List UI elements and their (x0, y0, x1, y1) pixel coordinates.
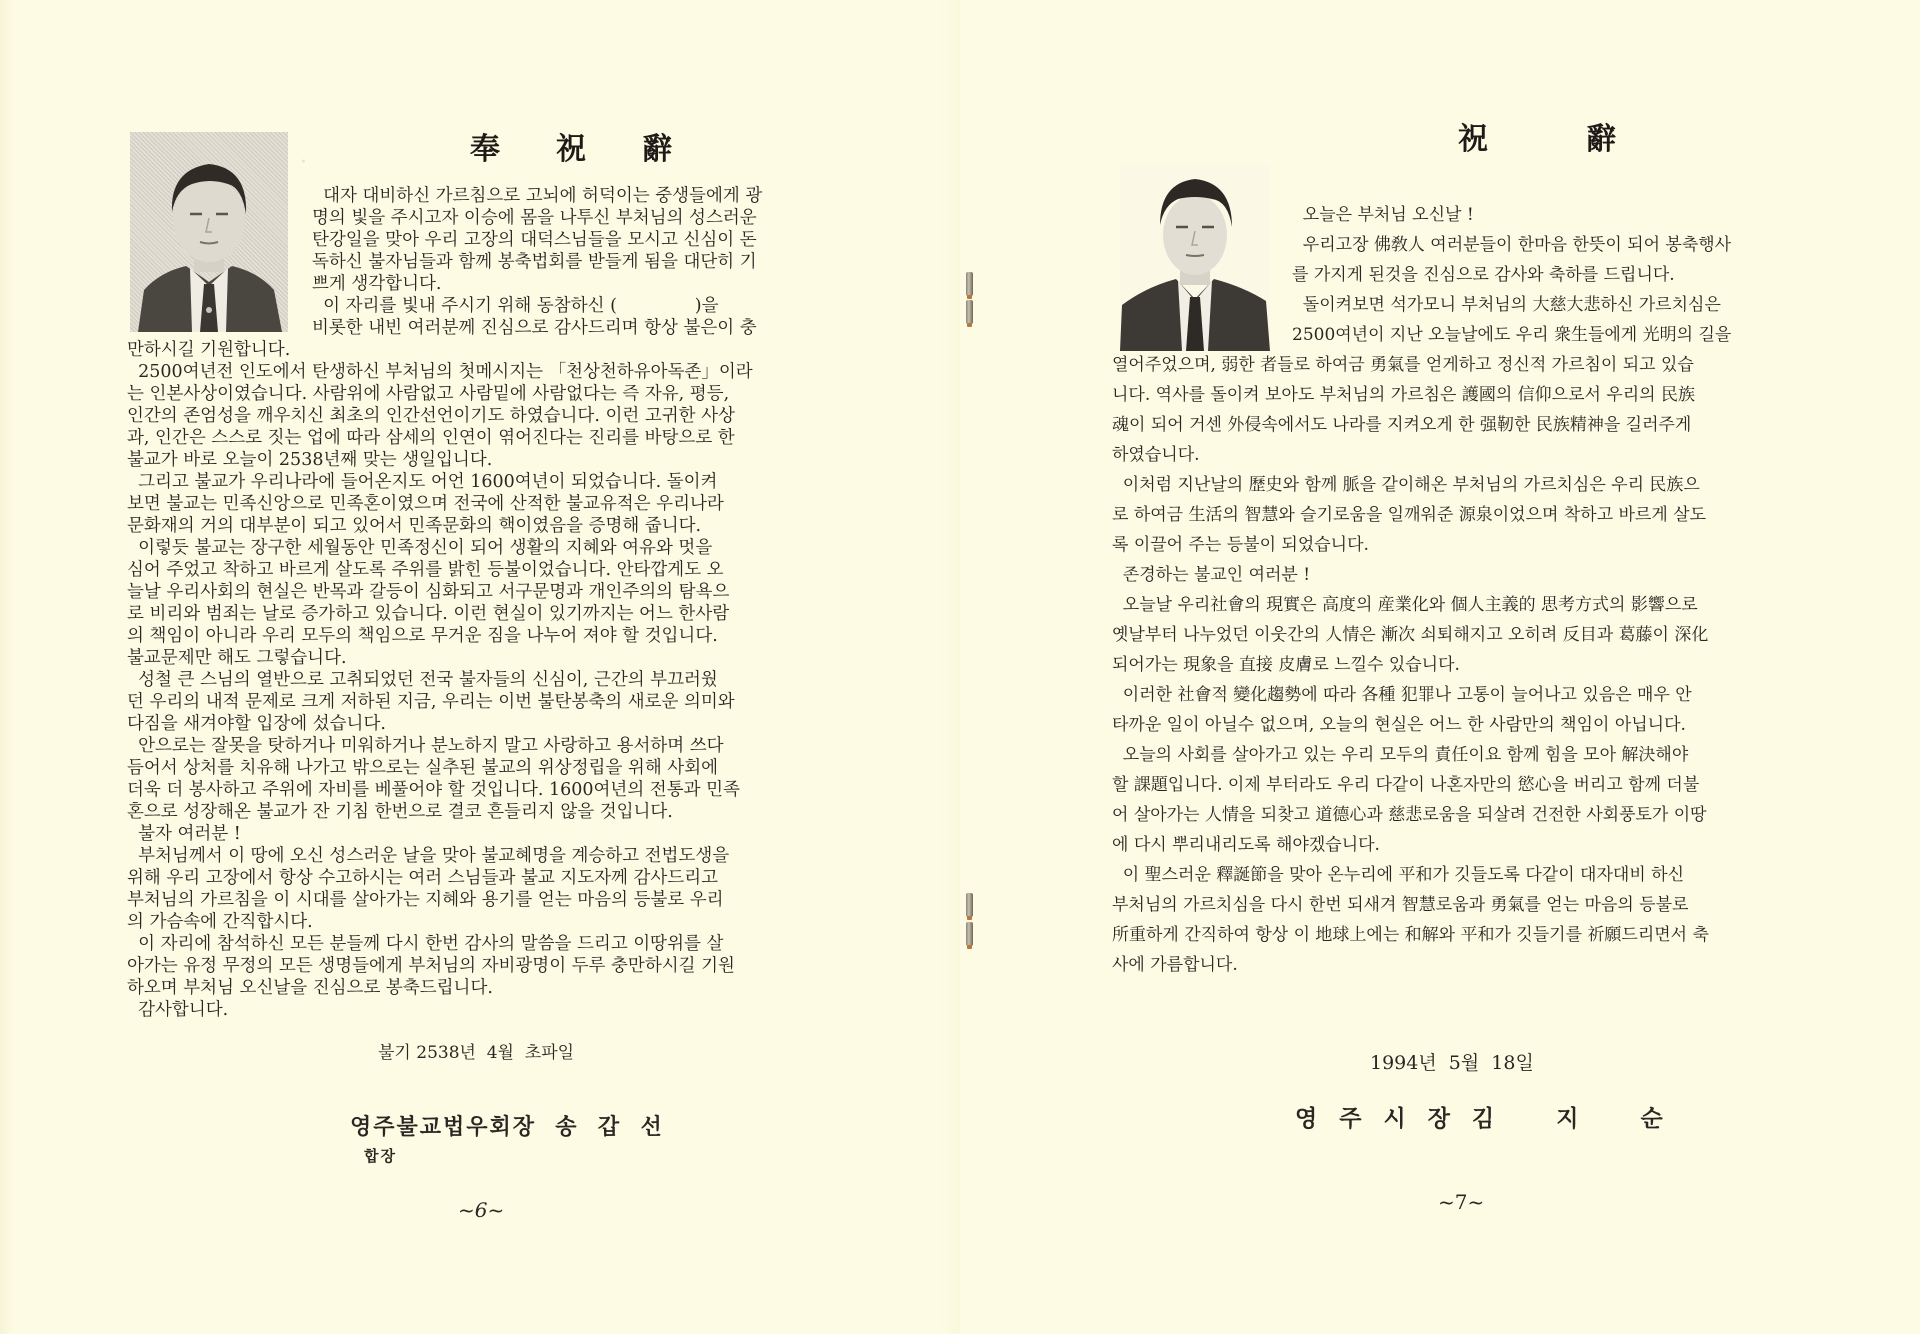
text-line: 대자 대비하신 가르침으로 고뇌에 허덕이는 중생들에게 광 (312, 186, 763, 206)
author-photo-left (130, 132, 288, 332)
text-line: 위해 우리 고장에서 항상 수고하시는 여러 스님들과 불교 지도자께 감사드리고 (127, 868, 719, 888)
text-line: 불교문제만 해도 그렇습니다. (127, 648, 347, 668)
portrait-icon (130, 132, 288, 332)
text-line: 돌이켜보면 석가모니 부처님의 大慈大悲하신 가르치심은 (1292, 295, 1721, 315)
text-line: 쁘게 생각합니다. (312, 274, 442, 294)
text-line: 듬어서 상처를 치유해 나가고 밖으로는 실추된 불교의 위상정립을 위해 사회에 (127, 758, 719, 778)
signature-suffix: 합장 (363, 1147, 397, 1165)
left-date: 불기 2538년 4월 초파일 (378, 1043, 575, 1063)
text-line: 아가는 유정 무정의 모든 생명들에게 부처님의 자비광명이 두루 충만하시길 기원 (127, 956, 735, 976)
text-line: 독하신 불자님들과 함께 봉축법회를 받들게 됨을 대단히 기 (312, 252, 757, 272)
right-date: 1994년 5월 18일 (1370, 1052, 1534, 1074)
right-signature: 영 주 시 장 김 지 순 (1295, 1105, 1665, 1132)
text-line: 할 課題입니다. 이제 부터라도 우리 다같이 나혼자만의 慾心을 버리고 함께 더불 (1112, 775, 1700, 795)
left-signature (292, 1084, 664, 1193)
text-line: 부처님의 가르침을 이 시대를 살아가는 지혜와 용기를 얻는 마음의 등불로 우리 (127, 890, 724, 910)
title-char: 祝 (1458, 122, 1488, 157)
signature-name: 영주불교법우회장 송 갑 선 (349, 1114, 664, 1140)
text-line: 의 가슴속에 간직합시다. (127, 912, 313, 932)
text-line: 감사합니다. (127, 1000, 229, 1020)
text-line: 로 비리와 범죄는 날로 증가하고 있습니다. 이런 현실이 있기까지는 어느 한사람 (127, 604, 730, 624)
text-line: 이처럼 지난날의 歷史와 함께 脈을 같이해온 부처님의 가르치심은 우리 民族으 (1112, 475, 1700, 495)
text-line: 이렇듯 불교는 장구한 세월동안 민족정신이 되어 생활의 지혜와 여유와 멋을 (127, 538, 713, 558)
show-through-mark: · (300, 150, 307, 175)
title-char: 辭 (1586, 122, 1616, 157)
text-line: 이 聖스러운 釋誕節을 맞아 온누리에 平和가 깃들도록 다같이 대자대비 하신 (1112, 865, 1684, 885)
title-char: 祝 (556, 132, 586, 167)
text-line: 에 다시 뿌리내리도록 해야겠습니다. (1112, 835, 1380, 855)
text-line: 성철 큰 스님의 열반으로 고취되었던 전국 불자들의 신심이, 근간의 부끄러웠 (127, 670, 718, 690)
text-line: 존경하는 불교인 여러분 ! (1112, 565, 1311, 585)
page-number-right: ~7~ (1438, 1190, 1485, 1214)
text-line: 부처님께서 이 땅에 오신 성스러운 날을 맞아 불교혜명을 계승하고 전법도생을 (127, 846, 730, 866)
text-line: 던 우리의 내적 문제로 크게 저하된 지금, 우리는 이번 불탄봉축의 새로운 의미와 (127, 692, 735, 712)
title-char: 奉 (470, 132, 500, 167)
text-line: 오늘은 부처님 오신날 ! (1292, 205, 1474, 225)
text-line: 옛날부터 나누었던 이웃간의 人情은 漸次 쇠퇴해지고 오히려 反目과 葛藤이 深化 (1112, 625, 1709, 645)
text-line: 혼으로 성장해온 불교가 잔 기침 한번으로 결코 흔들리지 않을 것입니다. (127, 802, 673, 822)
text-line: 의 책임이 아니라 우리 모두의 책임으로 무거운 짐을 나누어 져야 할 것입니다. (127, 626, 718, 646)
text-line: 심어 주었고 착하고 바르게 살도록 주위를 밝힌 등불이었습니다. 안타깝게도 오 (127, 560, 724, 580)
text-line: 인간의 존엄성을 깨우치신 최초의 인간선언이기도 하였습니다. 이런 고귀한 사상 (127, 406, 735, 426)
author-photo-right (1120, 165, 1270, 351)
text-line: 탄강일을 맞아 우리 고장의 대덕스님들을 모시고 신심이 돈 (312, 230, 757, 250)
text-line: 사에 가름합니다. (1112, 955, 1238, 975)
text-line: 魂이 되어 거센 外侵속에서도 나라를 지켜오게 한 强靭한 民族精神을 길러주게 (1112, 415, 1692, 435)
text-line: 그리고 불교가 우리나라에 들어온지도 어언 1600여년이 되었습니다. 돌이켜 (127, 472, 718, 492)
portrait-icon (1120, 165, 1270, 351)
title-char: 辭 (642, 132, 672, 167)
text-line: 하오며 부처님 오신날을 진심으로 봉축드립니다. (127, 978, 493, 998)
text-line: 명의 빛을 주시고자 이승에 몸을 나투신 부처님의 성스러운 (312, 208, 757, 228)
text-line: 이 자리에 참석하신 모든 분들께 다시 한번 감사의 말씀을 드리고 이땅위를 살 (127, 934, 724, 954)
text-line: 어 살아가는 人情을 되찾고 道德心과 慈悲로움을 되살려 건전한 사회풍토가 이땅 (1112, 805, 1707, 825)
page-number-left: ~6~ (458, 1198, 505, 1222)
text-line: 2500여년전 인도에서 탄생하신 부처님의 첫메시지는 「천상천하유아독존」이라 (127, 362, 753, 382)
text-line: 록 이끌어 주는 등불이 되었습니다. (1112, 535, 1369, 555)
text-line: 다짐을 새겨야할 입장에 섰습니다. (127, 714, 386, 734)
text-line: 열어주었으며, 弱한 者들로 하여금 勇氣를 얻게하고 정신적 가르침이 되고 있습 (1112, 355, 1694, 375)
text-line: 불자 여러분 ! (127, 824, 241, 844)
text-line: 는 인본사상이였습니다. 사람위에 사람없고 사람밑에 사람없다는 즉 자유, 평등, (127, 384, 730, 404)
text-line: 되어가는 現象을 直接 皮膚로 느낄수 있습니다. (1112, 655, 1460, 675)
text-line: 2500여년이 지난 오늘날에도 우리 衆生들에게 光明의 길을 (1292, 325, 1732, 345)
text-line: 안으로는 잘못을 탓하거나 미워하거나 분노하지 말고 사랑하고 용서하며 쓰다 (127, 736, 724, 756)
text-line: 만하시길 기원합니다. (127, 340, 291, 360)
text-line: 이 자리를 빛내 주시기 위해 동참하신 ( )을 (312, 296, 719, 316)
text-line: 所重하게 간직하여 항상 이 地球上에는 和解와 平和가 깃들기를 祈願드리면서 축 (1112, 925, 1709, 945)
text-line: 우리고장 佛敎人 여러분들이 한마음 한뜻이 되어 봉축행사 (1292, 235, 1732, 255)
text-line: 오늘날 우리社會의 現實은 高度의 産業化와 個人主義的 思考方式의 影響으로 (1112, 595, 1698, 615)
text-line: 로 하여금 生活의 智慧와 슬기로움을 일깨워준 源泉이었으며 착하고 바르게 살도 (1112, 505, 1707, 525)
text-line: 니다. 역사를 돌이켜 보아도 부처님의 가르침은 護國의 信仰으로서 우리의 民族 (1112, 385, 1696, 405)
text-line: 오늘의 사회를 살아가고 있는 우리 모두의 責任이요 함께 힘을 모아 解決해야 (1112, 745, 1689, 765)
text-line: 하였습니다. (1112, 445, 1200, 465)
text-line: 이러한 社會적 變化趨勢에 따라 各種 犯罪나 고통이 늘어나고 있음은 매우 안 (1112, 685, 1692, 705)
text-line: 보면 불교는 민족신앙으로 민족혼이였으며 전국에 산적한 불교유적은 우리나라 (127, 494, 724, 514)
right-page-title (1458, 114, 1658, 157)
text-line: 부처님의 가르치심을 다시 한번 되새겨 智慧로움과 勇氣를 얻는 마음의 등불로 (1112, 895, 1689, 915)
text-line: 문화재의 거의 대부분이 되고 있어서 민족문화의 핵이였음을 증명해 줍니다. (127, 516, 702, 536)
text-line: 과, 인간은 스스로 짓는 업에 따라 삼세의 인연이 엮어진다는 진리를 바탕으로 한 (127, 428, 735, 448)
text-line: 비롯한 내빈 여러분께 진심으로 감사드리며 항상 불은이 충 (312, 318, 757, 338)
text-line: 불교가 바로 오늘이 2538년째 맞는 생일입니다. (127, 450, 493, 470)
left-page-title (470, 124, 690, 167)
text-line: 를 가지게 된것을 진심으로 감사와 축하를 드립니다. (1292, 265, 1675, 285)
text-line: 타까운 일이 아닐수 없으며, 오늘의 현실은 어느 한 사람만의 책임이 아닙니다. (1112, 715, 1686, 735)
text-line: 늘날 우리사회의 현실은 반목과 갈등이 심화되고 서구문명과 개인주의의 탐욕으 (127, 582, 730, 602)
text-line: 더욱 더 봉사하고 주위에 자비를 베풀어야 할 것입니다. 1600여년의 전통과 민족 (127, 780, 740, 800)
